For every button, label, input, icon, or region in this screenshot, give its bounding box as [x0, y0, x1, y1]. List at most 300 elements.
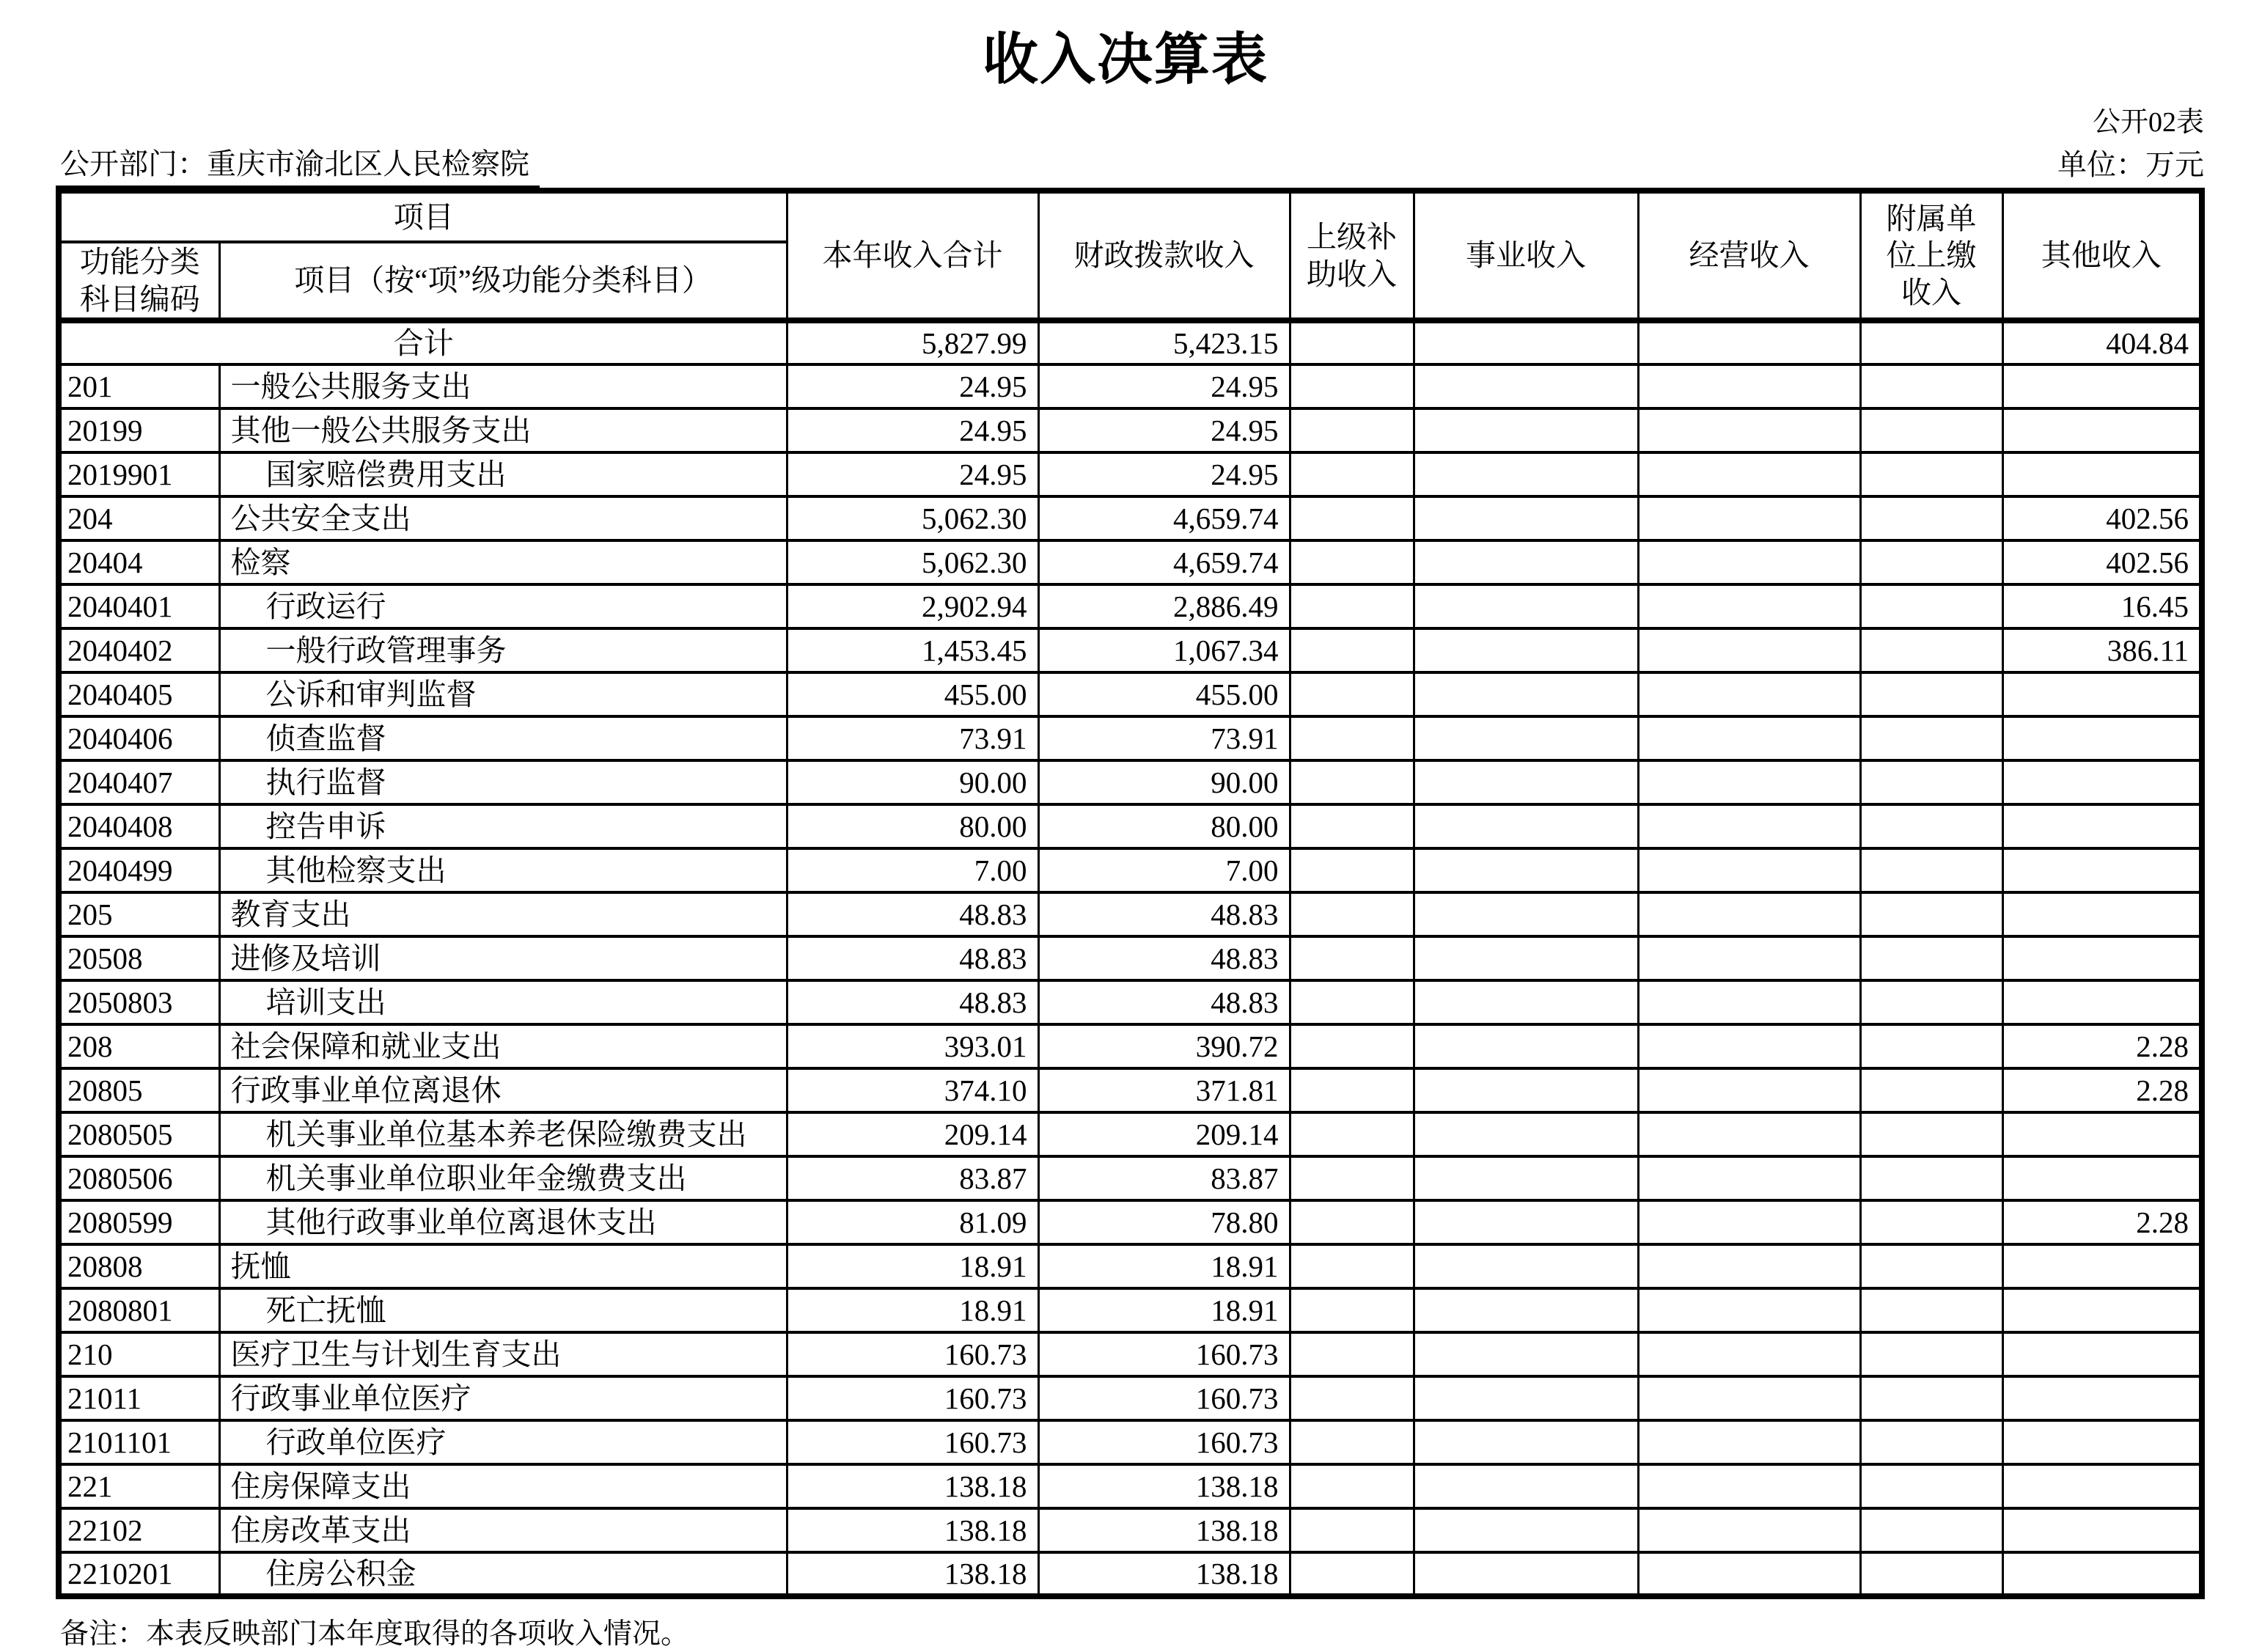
- value-cell: 4,659.74: [1038, 540, 1290, 584]
- value-cell: [1290, 584, 1414, 628]
- value-cell: [1290, 1376, 1414, 1420]
- item-name-cell: 住房改革支出: [219, 1508, 787, 1552]
- code-cell: 2040405: [59, 672, 219, 716]
- value-cell: [1638, 1068, 1860, 1112]
- value-cell: 390.72: [1038, 1024, 1290, 1068]
- value-cell: [1290, 1288, 1414, 1332]
- value-cell: [1414, 672, 1638, 716]
- item-name-cell: 执行监督: [219, 760, 787, 804]
- value-cell: 24.95: [787, 364, 1038, 408]
- item-name-cell: 其他行政事业单位离退休支出: [219, 1200, 787, 1244]
- value-cell: [1290, 1508, 1414, 1552]
- code-cell: 2040407: [59, 760, 219, 804]
- value-cell: 160.73: [1038, 1376, 1290, 1420]
- value-cell: [1860, 1508, 2002, 1552]
- col-header-project-item: 项目（按“项”级功能分类科目）: [219, 242, 787, 320]
- value-cell: [1290, 1332, 1414, 1376]
- value-cell: 7.00: [1038, 848, 1290, 892]
- value-cell: [1860, 1156, 2002, 1200]
- value-cell: [1290, 892, 1414, 936]
- value-cell: 24.95: [1038, 364, 1290, 408]
- code-cell: 2040402: [59, 628, 219, 672]
- item-name-cell: 医疗卫生与计划生育支出: [219, 1332, 787, 1376]
- value-cell: [2002, 1156, 2202, 1200]
- value-cell: [1290, 716, 1414, 760]
- value-cell: [2002, 1420, 2202, 1464]
- value-cell: [1638, 892, 1860, 936]
- value-cell: 138.18: [1038, 1464, 1290, 1508]
- code-cell: 2210201: [59, 1552, 219, 1596]
- code-cell: 201: [59, 364, 219, 408]
- code-cell: 20808: [59, 1244, 219, 1288]
- value-cell: [2002, 1508, 2202, 1552]
- value-cell: [1638, 1552, 1860, 1596]
- value-cell: 2,902.94: [787, 584, 1038, 628]
- header-row-1: [59, 191, 2202, 242]
- value-cell: [1860, 804, 2002, 848]
- value-cell: [1860, 716, 2002, 760]
- value-cell: [2002, 1244, 2202, 1288]
- value-cell: 90.00: [787, 760, 1038, 804]
- value-cell: [1414, 1552, 1638, 1596]
- value-cell: 73.91: [787, 716, 1038, 760]
- value-cell: 1,067.34: [1038, 628, 1290, 672]
- table-row: [59, 1200, 2202, 1244]
- value-cell: [1860, 320, 2002, 364]
- value-cell: [1638, 1156, 1860, 1200]
- code-cell: 205: [59, 892, 219, 936]
- unit-label: 单位：万元: [2057, 148, 2204, 181]
- value-cell: [1290, 408, 1414, 452]
- value-cell: 80.00: [1038, 804, 1290, 848]
- value-cell: [2002, 760, 2202, 804]
- item-name-cell: 进修及培训: [219, 936, 787, 980]
- value-cell: 80.00: [787, 804, 1038, 848]
- value-cell: 160.73: [1038, 1420, 1290, 1464]
- table-row: [59, 936, 2202, 980]
- value-cell: [1638, 1288, 1860, 1332]
- value-cell: 2,886.49: [1038, 584, 1290, 628]
- table-row: [59, 1376, 2202, 1420]
- code-cell: 210: [59, 1332, 219, 1376]
- col-header-attached-unit-income: 附属单位上缴收入: [1860, 191, 2002, 320]
- table-row: [59, 1332, 2202, 1376]
- value-cell: [1290, 804, 1414, 848]
- value-cell: [2002, 1552, 2202, 1596]
- value-cell: [2002, 672, 2202, 716]
- value-cell: [1860, 980, 2002, 1024]
- value-cell: [1860, 496, 2002, 540]
- value-cell: [1860, 1024, 2002, 1068]
- item-name-cell: 抚恤: [219, 1244, 787, 1288]
- item-name-cell: 行政事业单位医疗: [219, 1376, 787, 1420]
- code-cell: 2040406: [59, 716, 219, 760]
- value-cell: [1414, 584, 1638, 628]
- value-cell: [1638, 320, 1860, 364]
- value-cell: 160.73: [787, 1376, 1038, 1420]
- value-cell: [1638, 452, 1860, 496]
- value-cell: [2002, 980, 2202, 1024]
- item-name-cell: 公共安全支出: [219, 496, 787, 540]
- value-cell: [1638, 628, 1860, 672]
- value-cell: [1290, 320, 1414, 364]
- code-cell: 2040499: [59, 848, 219, 892]
- value-cell: [1860, 364, 2002, 408]
- col-header-function-code: 功能分类科目编码: [59, 242, 219, 320]
- code-cell: 2019901: [59, 452, 219, 496]
- value-cell: [1414, 1464, 1638, 1508]
- table-row: [59, 980, 2202, 1024]
- value-cell: [1414, 1288, 1638, 1332]
- value-cell: 209.14: [1038, 1112, 1290, 1156]
- value-cell: 402.56: [2002, 540, 2202, 584]
- value-cell: [1860, 540, 2002, 584]
- code-cell: 204: [59, 496, 219, 540]
- value-cell: 455.00: [1038, 672, 1290, 716]
- value-cell: [1638, 1508, 1860, 1552]
- table-row: [59, 364, 2202, 408]
- form-number: 公开02表: [2092, 107, 2204, 138]
- code-cell: 208: [59, 1024, 219, 1068]
- value-cell: [1290, 1244, 1414, 1288]
- item-name-cell: 一般公共服务支出: [219, 364, 787, 408]
- value-cell: [1414, 1244, 1638, 1288]
- table-row: [59, 408, 2202, 452]
- table-row: [59, 1420, 2202, 1464]
- item-name-cell: 控告申诉: [219, 804, 787, 848]
- value-cell: [2002, 804, 2202, 848]
- value-cell: [1860, 892, 2002, 936]
- value-cell: [2002, 364, 2202, 408]
- item-name-cell: 国家赔偿费用支出: [219, 452, 787, 496]
- table-row: [59, 1288, 2202, 1332]
- value-cell: 48.83: [1038, 980, 1290, 1024]
- value-cell: 138.18: [1038, 1508, 1290, 1552]
- table-row: [59, 1112, 2202, 1156]
- value-cell: [2002, 1332, 2202, 1376]
- value-cell: 371.81: [1038, 1068, 1290, 1112]
- table-row: [59, 716, 2202, 760]
- value-cell: [2002, 452, 2202, 496]
- table-row: [59, 628, 2202, 672]
- value-cell: [2002, 936, 2202, 980]
- value-cell: [1638, 760, 1860, 804]
- code-cell: 21011: [59, 1376, 219, 1420]
- table-row: [59, 452, 2202, 496]
- department-label: 公开部门：重庆市渝北区人民检察院: [56, 141, 540, 188]
- col-header-fiscal-appropriation: 财政拨款收入: [1038, 191, 1290, 320]
- item-name-cell: 社会保障和就业支出: [219, 1024, 787, 1068]
- value-cell: [1290, 1068, 1414, 1112]
- table-row: [59, 1244, 2202, 1288]
- value-cell: [1414, 364, 1638, 408]
- value-cell: [1290, 848, 1414, 892]
- value-cell: [1414, 936, 1638, 980]
- value-cell: 402.56: [2002, 496, 2202, 540]
- item-name-cell: 住房公积金: [219, 1552, 787, 1596]
- code-cell: 20508: [59, 936, 219, 980]
- table-row: [59, 584, 2202, 628]
- value-cell: [1414, 1332, 1638, 1376]
- value-cell: [1290, 540, 1414, 584]
- code-cell: 2040401: [59, 584, 219, 628]
- value-cell: 73.91: [1038, 716, 1290, 760]
- value-cell: [1290, 452, 1414, 496]
- item-name-cell: 侦查监督: [219, 716, 787, 760]
- value-cell: 138.18: [787, 1464, 1038, 1508]
- value-cell: [1860, 1112, 2002, 1156]
- value-cell: [2002, 1376, 2202, 1420]
- code-cell: 2080801: [59, 1288, 219, 1332]
- value-cell: [1638, 496, 1860, 540]
- value-cell: [1290, 936, 1414, 980]
- table-row: [59, 1068, 2202, 1112]
- value-cell: [1638, 1244, 1860, 1288]
- value-cell: [1638, 1420, 1860, 1464]
- value-cell: [1290, 1420, 1414, 1464]
- value-cell: [1290, 496, 1414, 540]
- table-row: [59, 892, 2202, 936]
- value-cell: [1290, 1024, 1414, 1068]
- value-cell: [1414, 1024, 1638, 1068]
- code-cell: 2080505: [59, 1112, 219, 1156]
- value-cell: 1,453.45: [787, 628, 1038, 672]
- code-cell: 221: [59, 1464, 219, 1508]
- table-row: [59, 540, 2202, 584]
- value-cell: 160.73: [787, 1332, 1038, 1376]
- value-cell: 5,062.30: [787, 496, 1038, 540]
- value-cell: 138.18: [787, 1508, 1038, 1552]
- table-row: [59, 1156, 2202, 1200]
- value-cell: 83.87: [1038, 1156, 1290, 1200]
- table-row: [59, 496, 2202, 540]
- value-cell: [1290, 672, 1414, 716]
- table-row: [59, 672, 2202, 716]
- value-cell: [1860, 1464, 2002, 1508]
- col-header-operating-income: 经营收入: [1638, 191, 1860, 320]
- value-cell: [2002, 1288, 2202, 1332]
- value-cell: 138.18: [1038, 1552, 1290, 1596]
- table-row: [59, 848, 2202, 892]
- value-cell: 81.09: [787, 1200, 1038, 1244]
- value-cell: [1638, 1112, 1860, 1156]
- value-cell: 2.28: [2002, 1068, 2202, 1112]
- value-cell: [1414, 1420, 1638, 1464]
- item-name-cell: 住房保障支出: [219, 1464, 787, 1508]
- col-header-business-income: 事业收入: [1414, 191, 1638, 320]
- value-cell: [1638, 540, 1860, 584]
- item-name-cell: 机关事业单位职业年金缴费支出: [219, 1156, 787, 1200]
- value-cell: [1638, 848, 1860, 892]
- value-cell: 48.83: [1038, 936, 1290, 980]
- value-cell: 5,827.99: [787, 320, 1038, 364]
- value-cell: [1290, 1552, 1414, 1596]
- value-cell: [1860, 848, 2002, 892]
- item-name-cell: 行政事业单位离退休: [219, 1068, 787, 1112]
- code-cell: 2040408: [59, 804, 219, 848]
- table-row: [59, 1552, 2202, 1596]
- value-cell: 455.00: [787, 672, 1038, 716]
- value-cell: [1414, 1068, 1638, 1112]
- value-cell: [1638, 364, 1860, 408]
- table-row: [59, 804, 2202, 848]
- value-cell: [2002, 848, 2202, 892]
- value-cell: [1638, 672, 1860, 716]
- value-cell: 18.91: [787, 1288, 1038, 1332]
- value-cell: [1638, 584, 1860, 628]
- value-cell: [1414, 628, 1638, 672]
- value-cell: [1860, 672, 2002, 716]
- value-cell: [1638, 804, 1860, 848]
- value-cell: [1290, 980, 1414, 1024]
- table-body: [59, 320, 2202, 1596]
- value-cell: [1414, 760, 1638, 804]
- value-cell: 160.73: [1038, 1332, 1290, 1376]
- value-cell: [1638, 1024, 1860, 1068]
- value-cell: [2002, 1112, 2202, 1156]
- value-cell: 24.95: [787, 452, 1038, 496]
- value-cell: [1638, 408, 1860, 452]
- value-cell: 4,659.74: [1038, 496, 1290, 540]
- value-cell: [1860, 584, 2002, 628]
- code-cell: 20199: [59, 408, 219, 452]
- value-cell: [1860, 628, 2002, 672]
- value-cell: [1860, 1376, 2002, 1420]
- value-cell: 2.28: [2002, 1024, 2202, 1068]
- value-cell: 24.95: [1038, 408, 1290, 452]
- total-row: [59, 320, 2202, 364]
- page-title: 收入决算表: [983, 29, 1268, 91]
- value-cell: [1860, 1068, 2002, 1112]
- table-header: [59, 191, 2202, 320]
- code-cell: 22102: [59, 1508, 219, 1552]
- item-name-cell: 其他一般公共服务支出: [219, 408, 787, 452]
- value-cell: [2002, 1464, 2202, 1508]
- code-cell: 2080599: [59, 1200, 219, 1244]
- value-cell: [1638, 936, 1860, 980]
- value-cell: 138.18: [787, 1552, 1038, 1596]
- value-cell: [1638, 1332, 1860, 1376]
- item-name-cell: 机关事业单位基本养老保险缴费支出: [219, 1112, 787, 1156]
- note-text: 备注：本表反映部门本年度取得的各项收入情况。: [60, 1618, 690, 1650]
- value-cell: 48.83: [787, 980, 1038, 1024]
- code-cell: 2050803: [59, 980, 219, 1024]
- item-name-cell: 其他检察支出: [219, 848, 787, 892]
- value-cell: [1860, 452, 2002, 496]
- value-cell: [1860, 1244, 2002, 1288]
- item-name-cell: 一般行政管理事务: [219, 628, 787, 672]
- value-cell: [1860, 408, 2002, 452]
- item-name-cell: 行政单位医疗: [219, 1420, 787, 1464]
- value-cell: [1290, 1156, 1414, 1200]
- code-cell: 2080506: [59, 1156, 219, 1200]
- value-cell: [2002, 892, 2202, 936]
- value-cell: 393.01: [787, 1024, 1038, 1068]
- value-cell: 18.91: [1038, 1244, 1290, 1288]
- value-cell: [1860, 1332, 2002, 1376]
- item-name-cell: 死亡抚恤: [219, 1288, 787, 1332]
- value-cell: 78.80: [1038, 1200, 1290, 1244]
- value-cell: [1290, 1200, 1414, 1244]
- value-cell: [1414, 540, 1638, 584]
- value-cell: 2.28: [2002, 1200, 2202, 1244]
- value-cell: [1414, 1112, 1638, 1156]
- value-cell: 5,062.30: [787, 540, 1038, 584]
- col-header-other-income: 其他收入: [2002, 191, 2202, 320]
- value-cell: 18.91: [787, 1244, 1038, 1288]
- total-label-cell: 合计: [59, 320, 787, 364]
- value-cell: 24.95: [787, 408, 1038, 452]
- value-cell: [1414, 408, 1638, 452]
- value-cell: 160.73: [787, 1420, 1038, 1464]
- value-cell: [1414, 1200, 1638, 1244]
- item-name-cell: 教育支出: [219, 892, 787, 936]
- value-cell: [1860, 1200, 2002, 1244]
- value-cell: [1860, 1552, 2002, 1596]
- income-table: [56, 188, 2205, 1599]
- value-cell: 5,423.15: [1038, 320, 1290, 364]
- value-cell: [1860, 936, 2002, 980]
- value-cell: 83.87: [787, 1156, 1038, 1200]
- item-name-cell: 培训支出: [219, 980, 787, 1024]
- code-cell: 20805: [59, 1068, 219, 1112]
- value-cell: [1860, 760, 2002, 804]
- value-cell: 209.14: [787, 1112, 1038, 1156]
- value-cell: 24.95: [1038, 452, 1290, 496]
- item-name-cell: 检察: [219, 540, 787, 584]
- value-cell: [1414, 1508, 1638, 1552]
- value-cell: 386.11: [2002, 628, 2202, 672]
- value-cell: [1290, 364, 1414, 408]
- value-cell: [1414, 716, 1638, 760]
- value-cell: 48.83: [1038, 892, 1290, 936]
- value-cell: [1638, 1376, 1860, 1420]
- value-cell: [1414, 320, 1638, 364]
- table-row: [59, 1024, 2202, 1068]
- value-cell: [1414, 1376, 1638, 1420]
- value-cell: [1414, 496, 1638, 540]
- value-cell: [1290, 760, 1414, 804]
- item-name-cell: 公诉和审判监督: [219, 672, 787, 716]
- value-cell: 374.10: [787, 1068, 1038, 1112]
- value-cell: [1290, 628, 1414, 672]
- col-header-total-income: 本年收入合计: [787, 191, 1038, 320]
- value-cell: 7.00: [787, 848, 1038, 892]
- table-meta-row: [56, 141, 2204, 188]
- value-cell: [1414, 892, 1638, 936]
- value-cell: [1414, 804, 1638, 848]
- value-cell: [2002, 408, 2202, 452]
- project-group-header: 项目: [59, 191, 787, 242]
- value-cell: 48.83: [787, 892, 1038, 936]
- col-header-superior-subsidy: 上级补助收入: [1290, 191, 1414, 320]
- value-cell: [1414, 848, 1638, 892]
- value-cell: 404.84: [2002, 320, 2202, 364]
- table-row: [59, 760, 2202, 804]
- value-cell: [1414, 1156, 1638, 1200]
- value-cell: [1860, 1288, 2002, 1332]
- value-cell: [1638, 716, 1860, 760]
- table-row: [59, 1464, 2202, 1508]
- value-cell: [1860, 1420, 2002, 1464]
- code-cell: 20404: [59, 540, 219, 584]
- value-cell: [1638, 980, 1860, 1024]
- value-cell: [2002, 716, 2202, 760]
- value-cell: [1414, 980, 1638, 1024]
- value-cell: 48.83: [787, 936, 1038, 980]
- value-cell: [1290, 1112, 1414, 1156]
- value-cell: 90.00: [1038, 760, 1290, 804]
